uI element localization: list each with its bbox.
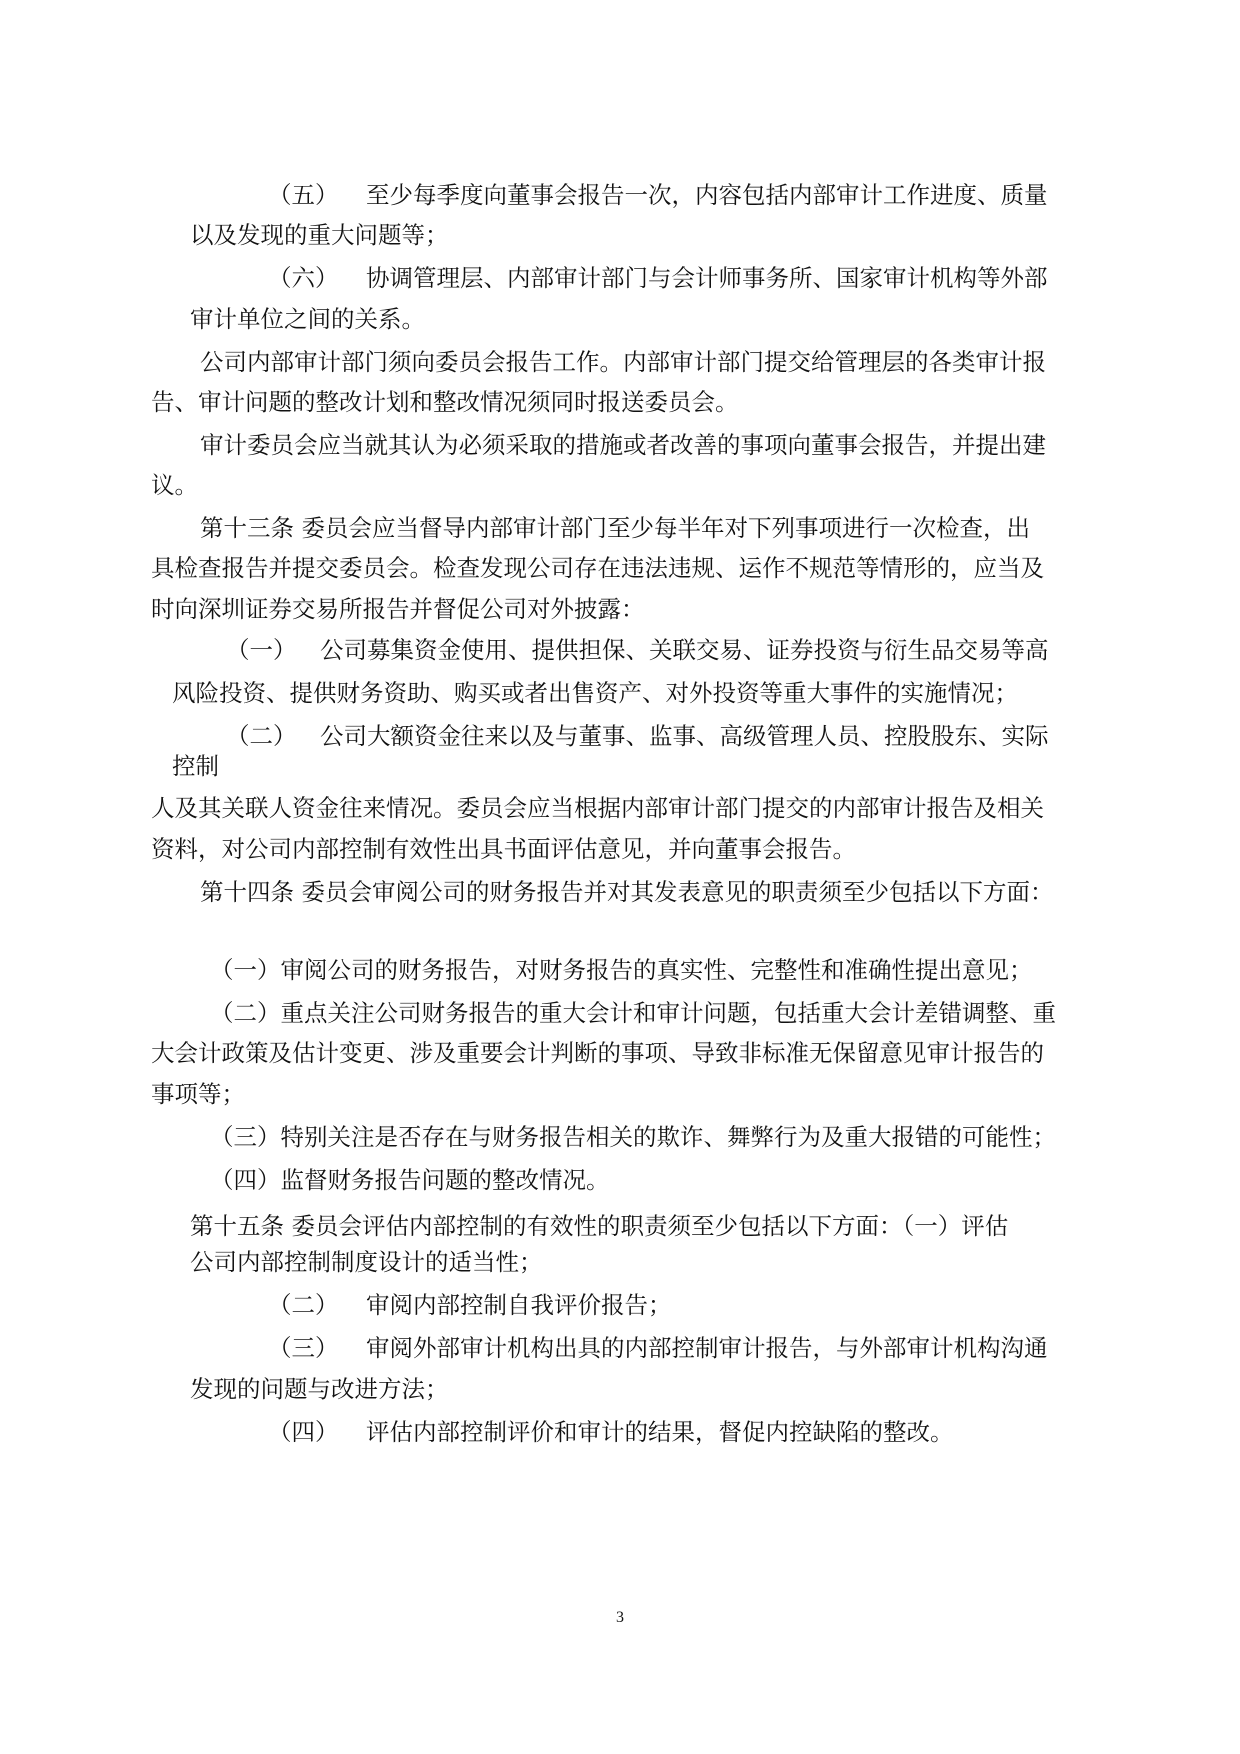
item-text: 公司大额资金往来以及与董事、监事、高级管理人员、控股股东、实际 [320, 722, 1049, 750]
item-text: 审阅内部控制自我评价报告； [366, 1291, 672, 1319]
paragraph-line: 审计委员会应当就其认为必须采取的措施或者改善的事项向董事会报告，并提出建 [200, 431, 1046, 459]
item-marker: （四） [268, 1418, 339, 1446]
paragraph-line: 控制 [172, 752, 219, 780]
paragraph-line: 以及发现的重大问题等； [190, 221, 449, 249]
item-marker: （三） [268, 1334, 339, 1362]
paragraph-line: 告、审计问题的整改计划和整改情况须同时报送委员会。 [151, 388, 739, 416]
paragraph-line: 具检查报告并提交委员会。检查发现公司存在违法违规、运作不规范等情形的，应当及 [151, 554, 1044, 582]
article-heading: 第十五条 委员会评估内部控制的有效性的职责须至少包括以下方面：（一）评估 [190, 1212, 1009, 1240]
list-item [226, 721, 1049, 751]
list-item [226, 635, 1049, 665]
list-item [268, 263, 1048, 293]
paragraph-line: 议。 [151, 471, 198, 499]
paragraph-line: 发现的问题与改进方法； [190, 1375, 449, 1403]
paragraph-line: 风险投资、提供财务资助、购买或者出售资产、对外投资等重大事件的实施情况； [172, 679, 1018, 707]
item-text: 公司募集资金使用、提供担保、关联交易、证券投资与衍生品交易等高 [320, 636, 1049, 664]
list-item [268, 1333, 1048, 1363]
paragraph-line: 人及其关联人资金往来情况。委员会应当根据内部审计部门提交的内部审计报告及相关 [151, 794, 1044, 822]
paragraph-line: 大会计政策及估计变更、涉及重要会计判断的事项、导致非标准无保留意见审计报告的 [151, 1039, 1044, 1067]
item-marker: （六） [268, 264, 339, 292]
item-marker: （五） [268, 181, 339, 209]
list-item: （二）重点关注公司财务报告的重大会计和审计问题，包括重大会计差错调整、重 [210, 999, 1056, 1027]
article-heading: 第十三条 委员会应当督导内部审计部门至少每半年对下列事项进行一次检查，出 [200, 514, 1030, 542]
item-marker: （一） [226, 636, 297, 664]
item-text: 至少每季度向董事会报告一次，内容包括内部审计工作进度、质量 [366, 181, 1048, 209]
item-text: 审阅外部审计机构出具的内部控制审计报告，与外部审计机构沟通 [366, 1334, 1048, 1362]
list-item [268, 1290, 672, 1320]
list-item: （三）特别关注是否存在与财务报告相关的欺诈、舞弊行为及重大报错的可能性； [210, 1123, 1056, 1151]
paragraph-line: 审计单位之间的关系。 [190, 305, 425, 333]
item-marker: （二） [226, 722, 297, 750]
list-item: （四）监督财务报告问题的整改情况。 [210, 1166, 610, 1194]
paragraph-line: 资料，对公司内部控制有效性出具书面评估意见，并向董事会报告。 [151, 835, 856, 863]
paragraph-line: 事项等； [151, 1080, 245, 1108]
item-marker: （二） [268, 1291, 339, 1319]
paragraph-line: 公司内部控制制度设计的适当性； [190, 1248, 543, 1276]
paragraph-line: 时向深圳证券交易所报告并督促公司对外披露： [151, 595, 645, 623]
paragraph-line: 公司内部审计部门须向委员会报告工作。内部审计部门提交给管理层的各类审计报 [200, 348, 1046, 376]
item-text: 评估内部控制评价和审计的结果，督促内控缺陷的整改。 [366, 1418, 954, 1446]
list-item: （一）审阅公司的财务报告，对财务报告的真实性、完整性和准确性提出意见； [210, 956, 1033, 984]
page-number: 3 [616, 1609, 624, 1626]
item-text: 协调管理层、内部审计部门与会计师事务所、国家审计机构等外部 [366, 264, 1048, 292]
list-item [268, 180, 1048, 210]
list-item [268, 1417, 954, 1447]
article-heading: 第十四条 委员会审阅公司的财务报告并对其发表意见的职责须至少包括以下方面： [200, 878, 1054, 906]
